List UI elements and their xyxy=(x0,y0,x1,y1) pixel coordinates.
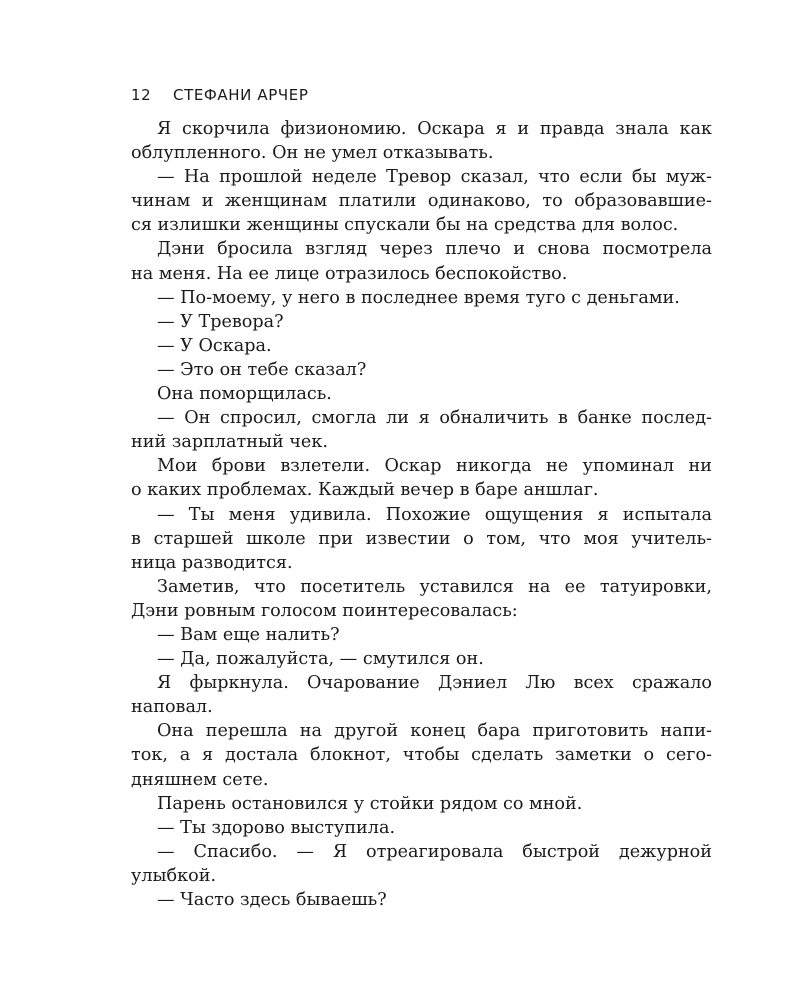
text-line: Она перешла на другой конец бара приготовить напи- xyxy=(157,721,712,742)
running-head xyxy=(131,86,308,104)
author-name: СТЕФАНИ АРЧЕР xyxy=(173,86,309,104)
text-line: — Это он тебе сказал? xyxy=(157,359,367,380)
text-line: Заметив, что посетитель уставился на ее татуировки, xyxy=(157,576,712,597)
text-line: ница разводится. xyxy=(131,552,293,573)
text-line: — У Тревора? xyxy=(157,311,284,332)
text-line: Она поморщилась. xyxy=(157,384,332,405)
text-line: — По-моему, у него в последнее время туго с деньгами. xyxy=(157,287,680,308)
text-line: Дэни бросила взгляд через плечо и снова посмотрела xyxy=(157,239,712,260)
text-line: в старшей школе при известии о том, что моя учитель- xyxy=(131,528,712,549)
text-line: наповал. xyxy=(131,697,213,718)
text-line: облупленного. Он не умел отказывать. xyxy=(131,143,494,164)
text-line: о каких проблемах. Каждый вечер в баре аншлаг. xyxy=(131,480,599,501)
text-line: ток, а я достала блокнот, чтобы сделать заметки о сего- xyxy=(131,745,712,766)
text-line: ся излишки женщины спускали бы на средства для волос. xyxy=(131,215,679,236)
text-line: — Ты здорово выступила. xyxy=(157,817,396,838)
text-line: дняшнем сете. xyxy=(131,769,269,790)
text-line: чинам и женщинам платили одинаково, то образовавшие- xyxy=(131,191,712,212)
text-line: — На прошлой неделе Тревор сказал, что если бы муж- xyxy=(157,167,712,188)
text-line: — Ты меня удивила. Похожие ощущения я испытала xyxy=(157,504,712,525)
text-line: улыбкой. xyxy=(131,865,217,886)
text-line: — Вам еще налить? xyxy=(157,624,340,645)
text-line: ний зарплатный чек. xyxy=(131,432,328,453)
text-line: — Он спросил, смогла ли я обналичить в банке послед- xyxy=(157,408,712,429)
text-line: на меня. На ее лице отразилось беспокойство. xyxy=(131,263,568,284)
text-line: — Да, пожалуйста, — смутился он. xyxy=(157,649,484,670)
text-line: — У Оскара. xyxy=(157,335,272,356)
text-line: — Часто здесь бываешь? xyxy=(157,890,387,910)
text-line: Я скорчила физиономию. Оскара я и правда знала как xyxy=(157,119,712,139)
page-number: 12 xyxy=(131,86,152,104)
text-line: Мои брови взлетели. Оскар никогда не упоминал ни xyxy=(157,456,712,477)
text-line: Дэни ровным голосом поинтересовалась: xyxy=(131,600,518,621)
text-line: Парень остановился у стойки рядом со мной. xyxy=(157,793,583,814)
text-line: Я фыркнула. Очарование Дэниел Лю всех сражало xyxy=(157,673,712,694)
text-line: — Спасибо. — Я отреагировала быстрой дежурной xyxy=(157,841,712,862)
body-text xyxy=(131,117,712,912)
